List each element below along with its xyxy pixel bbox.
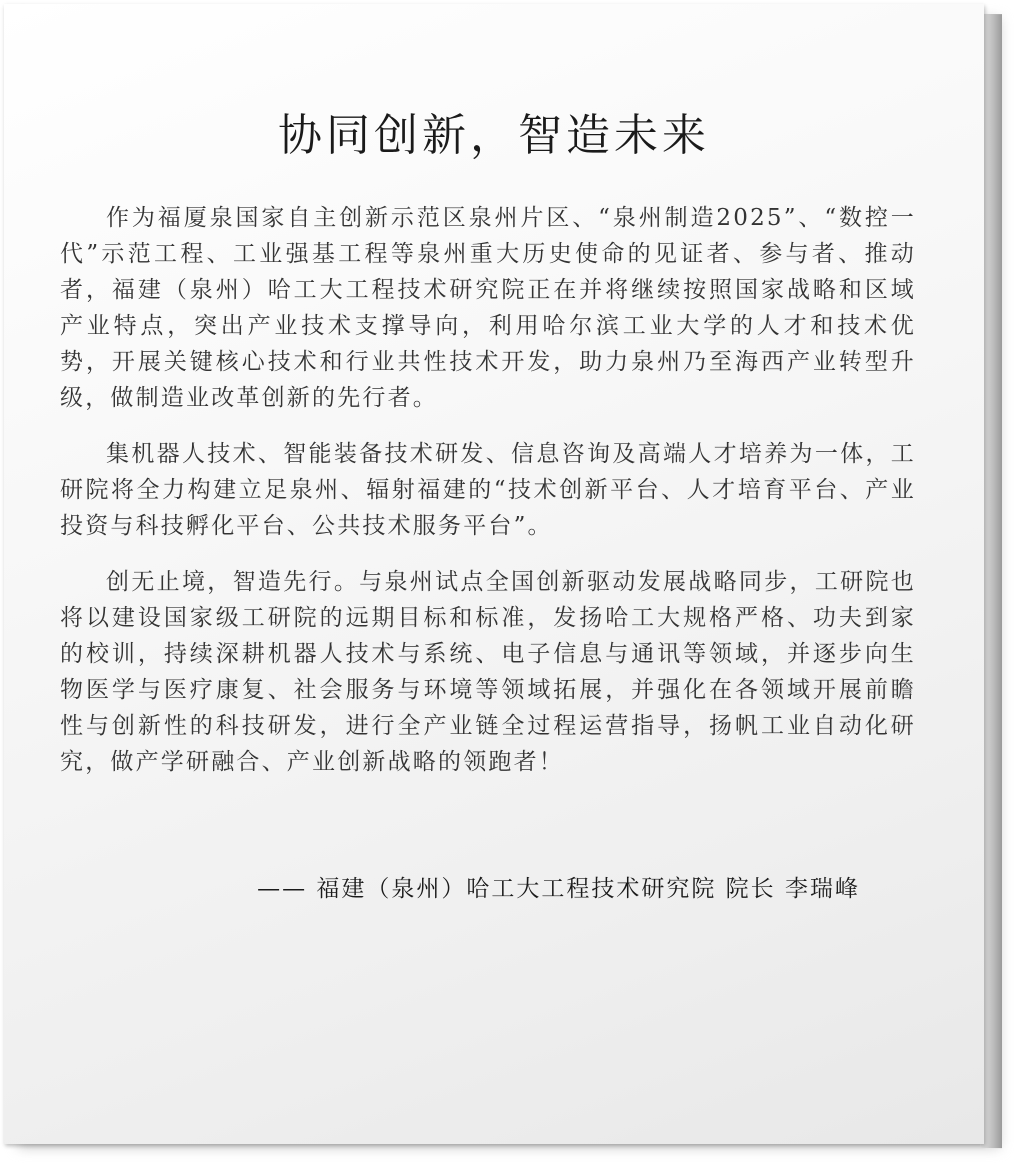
paragraph-1: 作为福厦泉国家自主创新示范区泉州片区、“泉州制造2025”、“数控一代”示范工程、工业强基工程等泉州重大历史使命的见证者、参与者、推动者，福建（泉州）哈工大工程技术研究院正在并将继续按照国家战略和区域产业特点，突出产业技术支撑导向，利用哈尔滨工业大学的人才和技术优势，开展关键核心技术和行业共性技术开发，助力泉州乃至海西产业转型升级，做制造业改革创新的先行者。: [60, 205, 916, 411]
signature-line: —— 福建（泉州）哈工大工程技术研究院 院长 李瑞峰: [257, 876, 860, 902]
paragraph-2: 集机器人技术、智能装备技术研发、信息咨询及高端人才培养为一体，工研院将全力构建立足泉州、辐射福建的“技术创新平台、人才培育平台、产业投资与科技孵化平台、公共技术服务平台”。: [60, 441, 916, 539]
document-body: [60, 200, 916, 800]
document-title: 协同创新，智造未来: [278, 110, 710, 161]
paragraph-3: 创无止境，智造先行。与泉州试点全国创新驱动发展战略同步，工研院也将以建设国家级工研院的远期目标和标准，发扬哈工大规格严格、功夫到家的校训，持续深耕机器人技术与系统、电子信息与通讯等领域，并逐步向生物医学与医疗康复、社会服务与环境等领域拓展，并强化在各领域开展前瞻性与创新性的科技研发，进行全产业链全过程运营指导，扬帆工业自动化研究，做产学研融合、产业创新战略的领跑者！: [60, 569, 916, 775]
document-page: [4, 4, 984, 1144]
